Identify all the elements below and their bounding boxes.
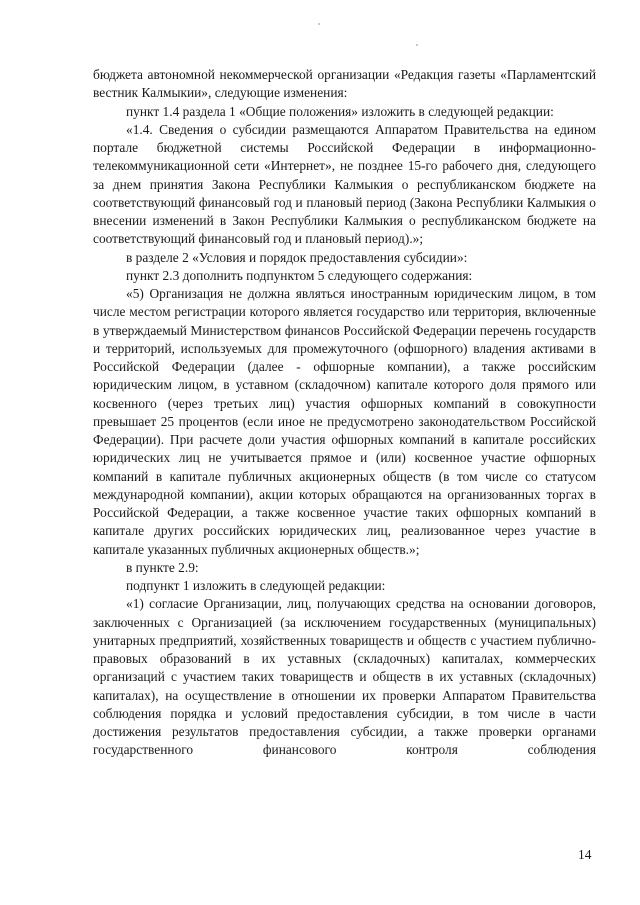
document-body [93,66,596,760]
paragraph-8: «1) согласие Организации, лиц, получающих средства на основании договоров, заключенных с Организацией (за исключением государственных (муниципальных) унитарных предприятий, хозяйственных товариществ и обществ с участием публично-правовых образований в их уставных (складочных) капиталах, коммерческих организаций с участием таких товариществ и обществ в их уставных (складочных) капиталах), на осуществление в отношении их проверки Аппаратом Правительства соблюдения порядка и условий предоставления субсидии, в том числе в части достижения результатов предоставления субсидии, а также проверки органами государственного финансового контроля соблюдения [93,596,596,758]
paragraph-2: «1.4. Сведения о субсидии размещаются Аппаратом Правительства на едином портале бюджетной системы Российской Федерации в информационно-телекоммуникационной сети «Интернет», не позднее 15-го рабочего дня, следующего за днем принятия Закона Республики Калмыкия о республиканском бюджете на соответствующий финансовый год и плановый период (Закона Республики Калмыкия о внесении изменений в Закон Республики Калмыкия о республиканском бюджете на соответствующий финансовый год и плановый период).»; [93,121,596,247]
scan-speck [318,23,320,25]
paragraph-5: «5) Организация не должна являться иностранным юридическим лицом, в том числе местом регистрации которого является государство или территория, включенные в утверждаемый Министерством финансов Российской Федерации перечень государств и территорий, используемых для промежуточного (офшорного) владения активами в Российской Федерации (далее - офшорные компании), а также российским юридическим лицом, в уставном (складочном) капитале которого доля прямого или косвенного (через третьих лиц) участия офшорных компаний в совокупности превышает 25 процентов (если иное не предусмотрено законодательством Российской Федерации). При расчете доли участия офшорных компаний в капитале российских юридических лиц не учитывается прямое и (или) косвенное участие офшорных компаний в капитале публичных акционерных обществ (в том числе со статусом международной компании), акции которых обращаются на организованных торгах в Российской Федерации, а также косвенное участие таких офшорных компаний в капитале других российских юридических лиц, реализованное через участие в капитале указанных публичных акционерных обществ.»; [93,286,596,557]
paragraph-4: пункт 2.3 дополнить подпунктом 5 следующего содержания: [126,267,473,283]
paragraph-6: в пункте 2.9: [126,559,199,575]
paragraph-7: подпункт 1 изложить в следующей редакции: [126,578,386,593]
page-number: 14 [578,847,592,862]
scan-speck [416,44,418,46]
paragraph-3: в разделе 2 «Условия и порядок предоставления субсидии»: [126,249,468,265]
paragraph-1: пункт 1.4 раздела 1 «Общие положения» изложить в следующей редакции: [126,103,554,119]
paragraph-0: бюджета автономной некоммерческой организации «Редакция газеты «Парламентский вестник Калмыкии», следующие изменения: [93,67,596,101]
